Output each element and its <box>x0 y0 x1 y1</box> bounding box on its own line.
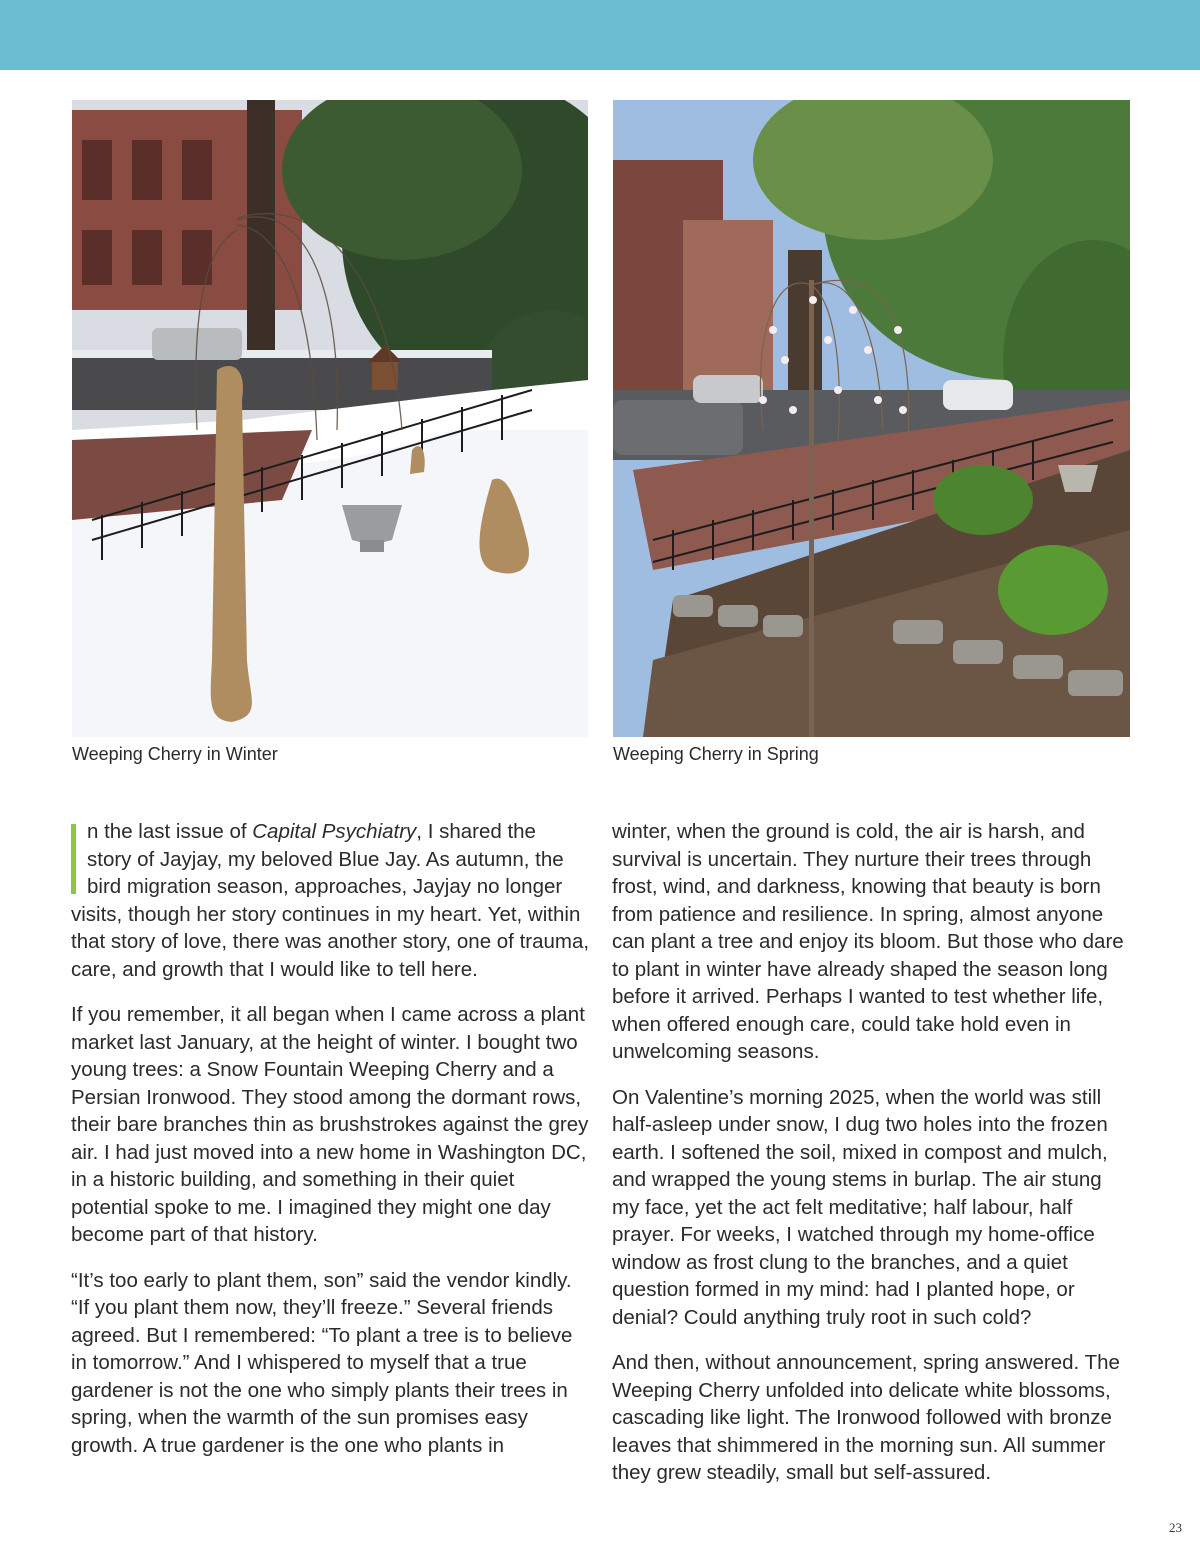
header-bar <box>0 0 1200 70</box>
intro-rest: visits, though her story continues in my heart. Yet, within that story of love, there was another story, one of trauma, care, and growth that I would like to tell here. <box>71 902 590 981</box>
spring-garden-photo <box>613 100 1130 737</box>
intro-lead-line <box>71 818 591 846</box>
paragraph-3: “It’s too early to plant them, son” said the vendor kindly. “If you plant them now, they’ll freeze.” Several friends agreed. But I remembered: “To plant a tree is to believe in tomorrow.” And I whispered to myself that a true gardener is not the one who simply plants their trees in spring, when the warmth of the sun promises easy growth. A true gardener is the one who plants in <box>71 1268 573 1457</box>
paragraph-6: And then, without announcement, spring answered. The Weeping Cherry unfolded into delicate white blossoms, cascading like light. The Ironwood followed with bronze leaves that shimmered in the morning sun. All summer they grew steadily, small but self-assured. <box>612 1351 1120 1484</box>
intro-lead-text: n the last issue of <box>87 820 253 843</box>
winter-garden-photo <box>72 100 588 737</box>
caption-spring: Weeping Cherry in Spring <box>613 744 819 764</box>
dropcap-accent <box>71 824 76 894</box>
paragraph-4: winter, when the ground is cold, the air is harsh, and survival is uncertain. They nurture their trees through frost, wind, and darkness, knowing that beauty is born from patience and resilience. In spring, almost anyone can plant a tree and enjoy its bloom. But those who dare to plant in winter have already shaped the season long before it arrived. Perhaps I wanted to test whether life, when offered enough care, could take hold even in unwelcoming seasons. <box>612 820 1124 1063</box>
article-column-right <box>612 818 1134 1505</box>
paragraph-2: If you remember, it all began when I came across a plant market last January, at the height of winter. I bought two young trees: a Snow Fountain Weeping Cherry and a Persian Ironwood. They stood among the dormant rows, their bare branches thin as brushstrokes against the grey air. I had just moved into a new home in Washington DC, in a historic building, and something in their quiet potential spoke to me. I imagined they might one day become part of that history. <box>71 1003 589 1246</box>
intro-line-3: bird migration season, approaches, Jayjay no longer <box>87 875 563 898</box>
page-number: 23 <box>1169 1520 1182 1535</box>
paragraph-5: On Valentine’s morning 2025, when the world was still half-asleep under snow, I dug two holes into the frozen earth. I softened the soil, mixed in compost and mulch, and wrapped the young stems in burlap. The air stung my face, yet the act felt meditative; half labour, half prayer. For weeks, I watched through my home-office window as frost clung to the branches, and a quiet question formed in my mind: had I planted hope, or denial? Could anything truly root in such cold? <box>612 1085 1108 1329</box>
magazine-title: Capital Psychiatry <box>252 820 417 843</box>
intro-lead-end: , I shared the <box>416 820 536 843</box>
caption-winter: Weeping Cherry in Winter <box>72 744 278 764</box>
paragraph-intro <box>71 818 591 983</box>
article-column-left <box>71 818 591 1477</box>
intro-line-2: story of Jayjay, my beloved Blue Jay. As autumn, the <box>87 847 564 871</box>
